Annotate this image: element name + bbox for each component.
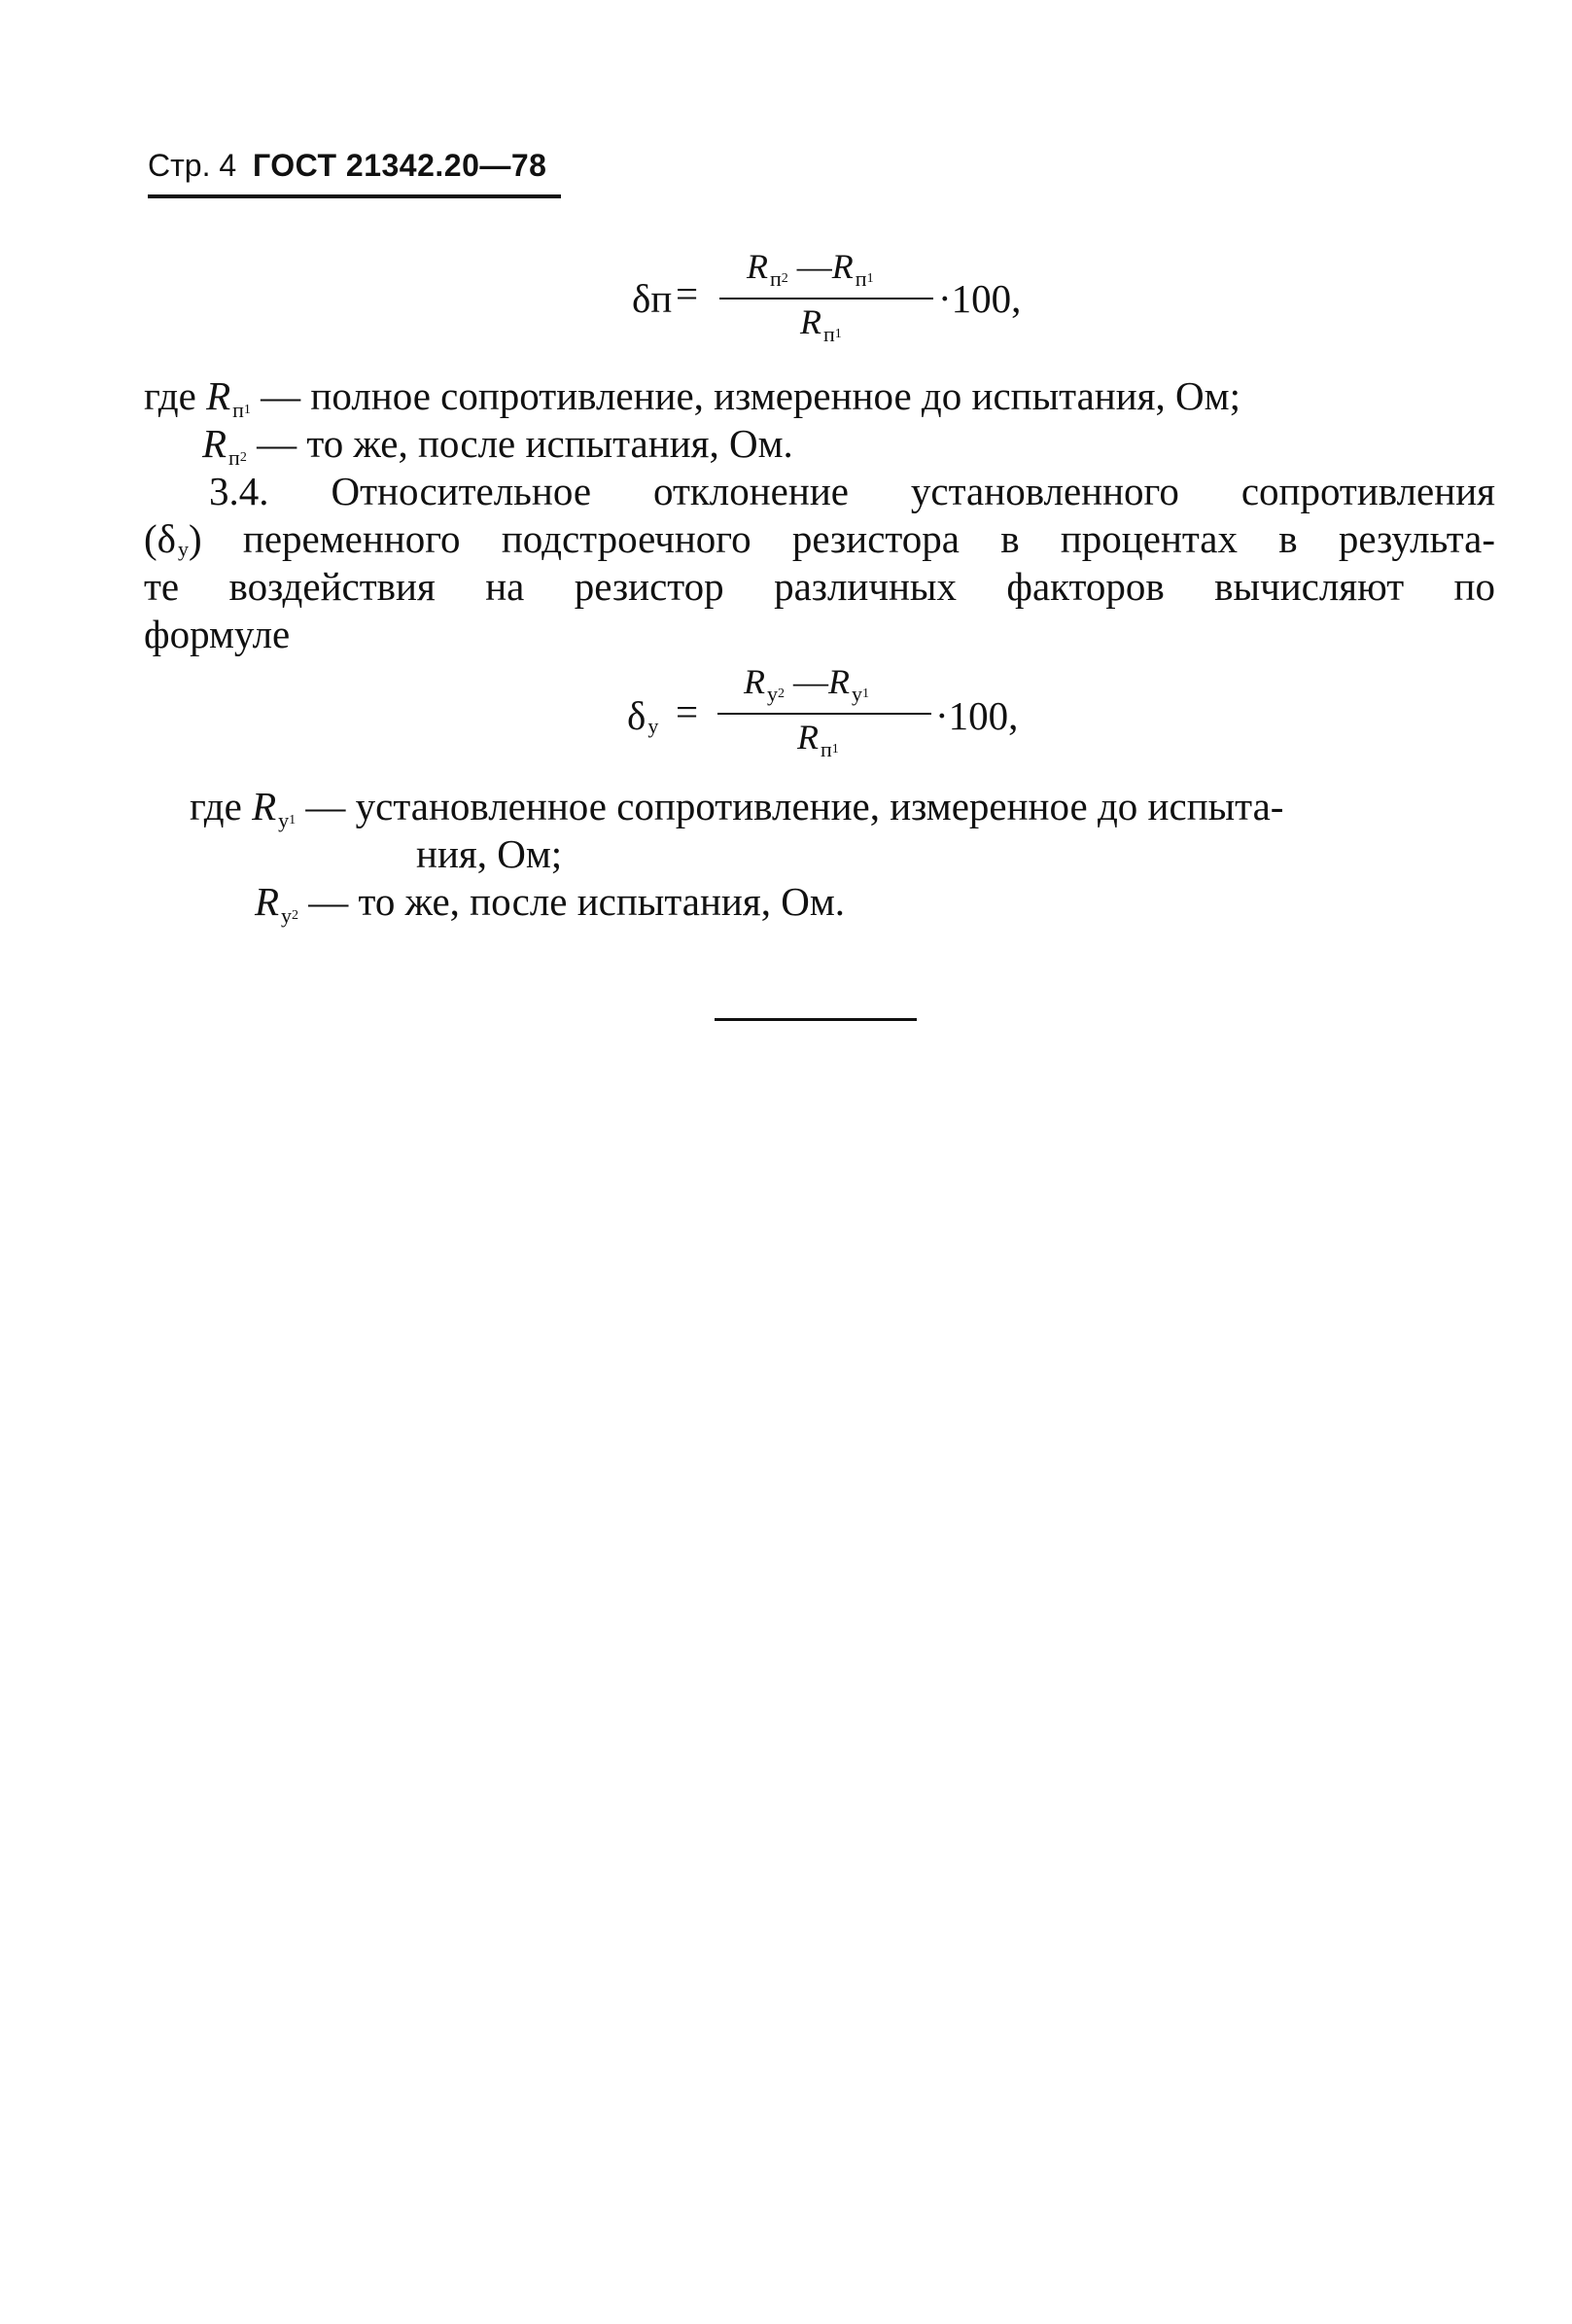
section-3-4-line3: те воздействия на резистор различных факторов вычисляют по [144,564,1495,609]
formula1-fraction-bar [719,298,933,299]
formula2-equals: = [676,689,699,734]
formula2-lhs: δу [627,693,659,738]
page-number: Стр. 4 [148,148,237,183]
standard-number: ГОСТ 21342.20—78 [253,148,547,183]
formula1-lhs: δп [632,276,673,321]
section-3-4-line1: 3.4. Относительное отклонение установленного сопротивления [209,469,1495,513]
end-rule [715,1018,917,1021]
page-header [148,148,546,184]
formula2-fraction-bar [717,713,931,715]
formula1-equals: = [676,271,699,316]
header-rule [148,194,561,198]
where1-line2: Rп2 — то же, после испытания, Ом. [202,421,793,470]
section-3-4-line2: (δу) переменного подстроечного резистора в процентах в результа- [144,516,1495,561]
where1-line1: где Rп1 — полное сопротивление, измеренное до испытания, Ом; [144,373,1240,422]
section-3-4-line4: формуле [144,612,291,656]
where2-line2: Rу2 — то же, после испытания, Ом. [255,879,846,928]
formula1-tail: ·100, [938,276,1022,321]
formula2-tail: ·100, [935,693,1019,738]
formula1-denominator: $R_п1$ [800,302,842,346]
formula2-numerator: $R_у2$ $—R_у1$ [744,662,869,706]
formula1-numerator: $R_п2$ $—R_п1$ [747,247,874,291]
formula2-denominator: $R_п1$ [797,718,839,761]
where2-line1-continuation: ния, Ом; [416,831,563,876]
where2-line1: где Rу1 — установленное сопротивление, измеренное до испыта- [190,784,1284,832]
